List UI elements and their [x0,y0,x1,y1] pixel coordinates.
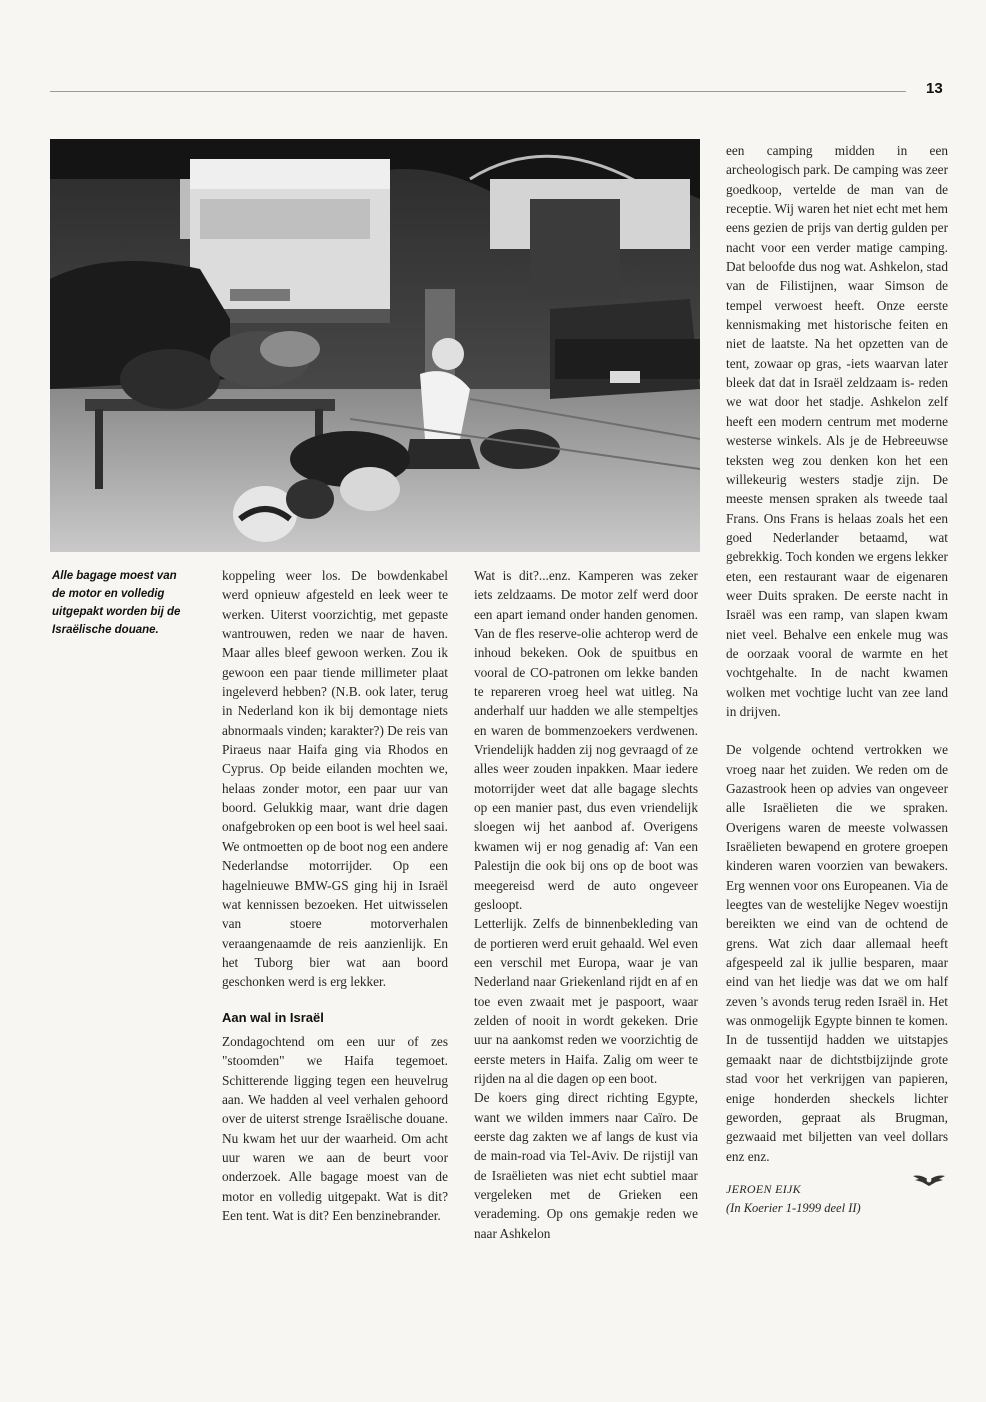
paragraph: koppeling weer los. De bowdenkabel werd opnieuw afgesteld en leek weer te werken. Uiterst voorzichtig, met gepaste wantrouwen, reden we naar de haven. Maar alles bleef gewoon werken. Zou ik gewoon een paar tiende millimeter plaat ingeleverd hebben? (N.B. ook later, terug in Nederland kon ik bij demontage niets abnormaals vinden; karakter?) De reis van Piraeus naar Haifa ging via Rhodos en Cyprus. Op beide eilanden mochten we, helaas zonder motor, een paar uur van boord. Gelukkig maar, want drie dagen onafgebroken op een boot is wel heel saai. We ontmoetten op de boot nog een andere Nederlandse motorrijder. Op een hagelnieuwe BMW-GS ging hij in Israël wat kennissen bezoeken. Het uitwisselen van stoere motorverhalen veraangenaamde de reis aanzienlijk. En het Tuborg bier wat aan boord geschonken werd is erg lekker. [222,568,448,990]
page-number: 13 [926,80,943,97]
paragraph: een camping midden in een archeologisch park. De camping was zeer goedkoop, vertelde de man van de receptie. Wij waren het niet echt met hem eens gezien de prijs van dertig gulden per nacht voor een verder matige camping. Dat beloofde dus nog wat. Ashkelon, stad van de Filistijnen, waar Simson de tempel verwoest heeft. Onze eerste kennismaking met historische feiten en niet de laatste. Na het opzetten van de tent, zowaar op gras, -iets waarvan later bleek dat dat in Israël zeldzaam is- reden we wat door het stadje. Ashkelon zelf heeft een modern centrum met moderne westerse winkels. Als je de Hebreeuwse teksten weg zou denken kon het een willekeurig westers stadje zijn. De meeste mensen spraken als tweede taal Frans. Ons Frans is helaas zoals het een goed Nederlander betaamd, wat gebrekkig. Toch konden we ergens lekker eten, een restaurant waar de eigenaren weer Duits spraken. De eerste nacht in Israël was een ramp, van slapen kwam niet veel. Behalve een enkele mug was de oorzaak vooral de warmte en het vochtgehalte. In de nacht kwamen wolken met vochtige lucht van zee land in drijven. [726,143,948,719]
author-line [726,1180,948,1199]
paragraph: De koers ging direct richting Egypte, want we wilden immers naar Caïro. De eerste dag zakten we af langs de kust via de main-road via Tel-Aviv. De rijstijl van de Israëlieten was niet echt subtiel maar vergeleken met de Grieken een verademing. Op ons gemakje reden we naar Ashkelon [474,1090,698,1241]
photo-caption: Alle bagage moest van de motor en volledig uitgepakt worden bij de Israëlische douane. [52,570,181,636]
paragraph: Wat is dit?...enz. Kamperen was zeker iets zeldzaams. De motor zelf werd door een apart iemand onder handen genomen. Van de fles reserve-olie achterop werd de inhoud bekeken. Ook de spuitbus en vooral de CO-patronen om lekke banden te repareren vroeg heel wat uitleg. Na anderhalf uur hadden we alle stempeltjes en waren de bommenzoekers verdwenen. Vriendelijk hadden zij nog gevraagd of ze alles weer zouden inpakken. Maar iedere motorrijder weet dat alle bagage slechts op een manier past, dus even vriendelijk sloegen wij het aanbod af. Overigens kwamen wij er nog genadig af: Van een Palestijn die ook bij ons op de boot was meegereisd werd de auto ongeveer gesloopt. [474,568,698,912]
article-column-2 [474,566,698,1243]
club-wing-emblem-icon [912,1172,946,1194]
header-rule [50,91,906,92]
author-name: JEROEN EIJK [726,1181,801,1196]
source-note: (In Koerier 1-1999 deel II) [726,1201,861,1216]
section-heading: Aan wal in Israël [222,1009,324,1025]
photo-graphic [50,139,700,552]
paragraph: Letterlijk. Zelfs de binnenbekleding van de portieren werd eruit gehaald. Wel even een verschil met Europa, waar je van Nederland naar Griekenland rijdt en af en toe even zwaait met je paspoort, waar zelden of nooit in wordt gekeken. Drie uur na aankomst reden we voorzichtig de eerste meters in Haifa. Zalig om weer te rijden na al die dagen op een boot. [474,916,698,1086]
photo-image [50,139,700,552]
article-column-1 [222,566,448,1225]
article-column-3 [726,141,948,1219]
paragraph: De volgende ochtend vertrokken we vroeg naar het zuiden. We reden om de Gazastrook heen op advies van ongeveer alle Israëlieten die we spraken. Overigens waren de meeste volwassen Israëlieten bewapend en grotere groepen kinderen waren voorzien van bewakers. Erg wennen voor ons Europeanen. Via de leegtes van de westelijke Negev woestijn bereikten we eind van de ochtend de grens. Wat zich daar allemaal heeft afgespeeld zal ik jullie besparen, maar eind van het liedje was dat we om half zeven 's avonds terug reden Israël in. Het was onmogelijk Egypte binnen te komen. In de tussentijd hadden we uitstapjes gemaakt naar de dichtstbijzijnde grote stad voor het verkrijgen van papieren, enige honderden sheckels lichter geworden, gepraat als Brugman, gezwaaid met biljetten van veel dollars enz enz. [726,742,948,1164]
paragraph: Zondagochtend om een uur of zes "stoomden" we Haifa tegemoet. Schitterende ligging tegen een heuvelrug aan. We hadden al veel verhalen gehoord over de uiterst strenge Israëlische douane. Nu kwam het uur der waarheid. Om acht uur waren we aan de beurt voor onderzoek. Alle bagage moest van de motor en volledig uitgepakt. Wat is dit? Een tent. Wat is dit? Een benzinebrander. [222,1033,448,1223]
